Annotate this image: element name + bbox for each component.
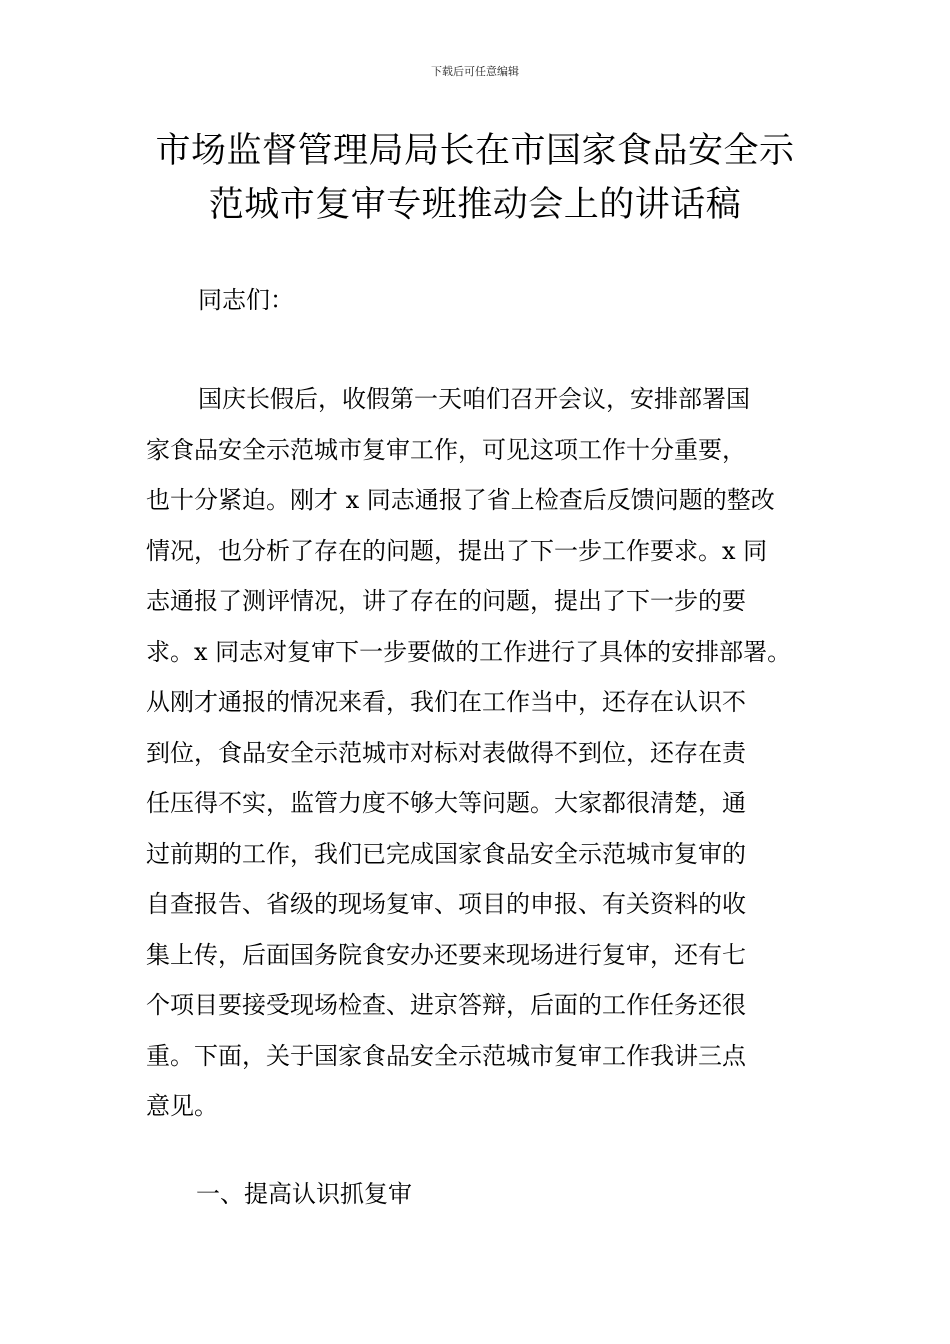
paragraph-line: 家食品安全示范城市复审工作，可见这项工作十分重要，	[146, 435, 746, 464]
paragraph-line: 过前期的工作，我们已完成国家食品安全示范城市复审的	[146, 839, 746, 868]
paragraph-line: 到位，食品安全示范城市对标对表做得不到位，还存在责	[146, 738, 746, 767]
paragraph-line: 任压得不实，监管力度不够大等问题。大家都很清楚，通	[146, 789, 746, 817]
document-title	[120, 124, 830, 232]
paragraph-line: 也十分紧迫。刚才 x 同志通报了省上检查后反馈问题的整改	[146, 486, 775, 514]
title-line-1: 市场监督管理局局长在市国家食品安全示	[155, 131, 795, 171]
paragraph-line: 从刚才通报的情况来看，我们在工作当中，还存在认识不	[146, 688, 746, 716]
paragraph-line: 集上传，后面国务院食安办还要来现场进行复审，还有七	[146, 940, 746, 969]
paragraph-line: 个项目要接受现场检查、进京答辩，后面的工作任务还很	[146, 991, 746, 1019]
body-paragraph	[146, 374, 826, 1132]
paragraph-line: 重。下面，关于国家食品安全示范城市复审工作我讲三点	[146, 1041, 746, 1070]
title-line-2: 范城市复审专班推动会上的讲话稿	[208, 185, 742, 225]
paragraph-line: 国庆长假后，收假第一天咱们召开会议，安排部署国	[198, 385, 750, 413]
salutation: 同志们：	[198, 286, 294, 314]
paragraph-line: 情况，也分析了存在的问题，提出了下一步工作要求。x 同	[146, 536, 768, 565]
paragraph-line: 自查报告、省级的现场复审、项目的申报、有关资料的收	[146, 890, 746, 918]
paragraph-line: 志通报了测评情况，讲了存在的问题，提出了下一步的要	[146, 587, 746, 615]
section-heading: 一、提高认识抓复审	[196, 1180, 412, 1208]
paragraph-line: 意见。	[146, 1092, 218, 1120]
header-note: 下载后可任意编辑	[431, 65, 519, 78]
paragraph-line: 求。x 同志对复审下一步要做的工作进行了具体的安排部署。	[146, 637, 792, 666]
